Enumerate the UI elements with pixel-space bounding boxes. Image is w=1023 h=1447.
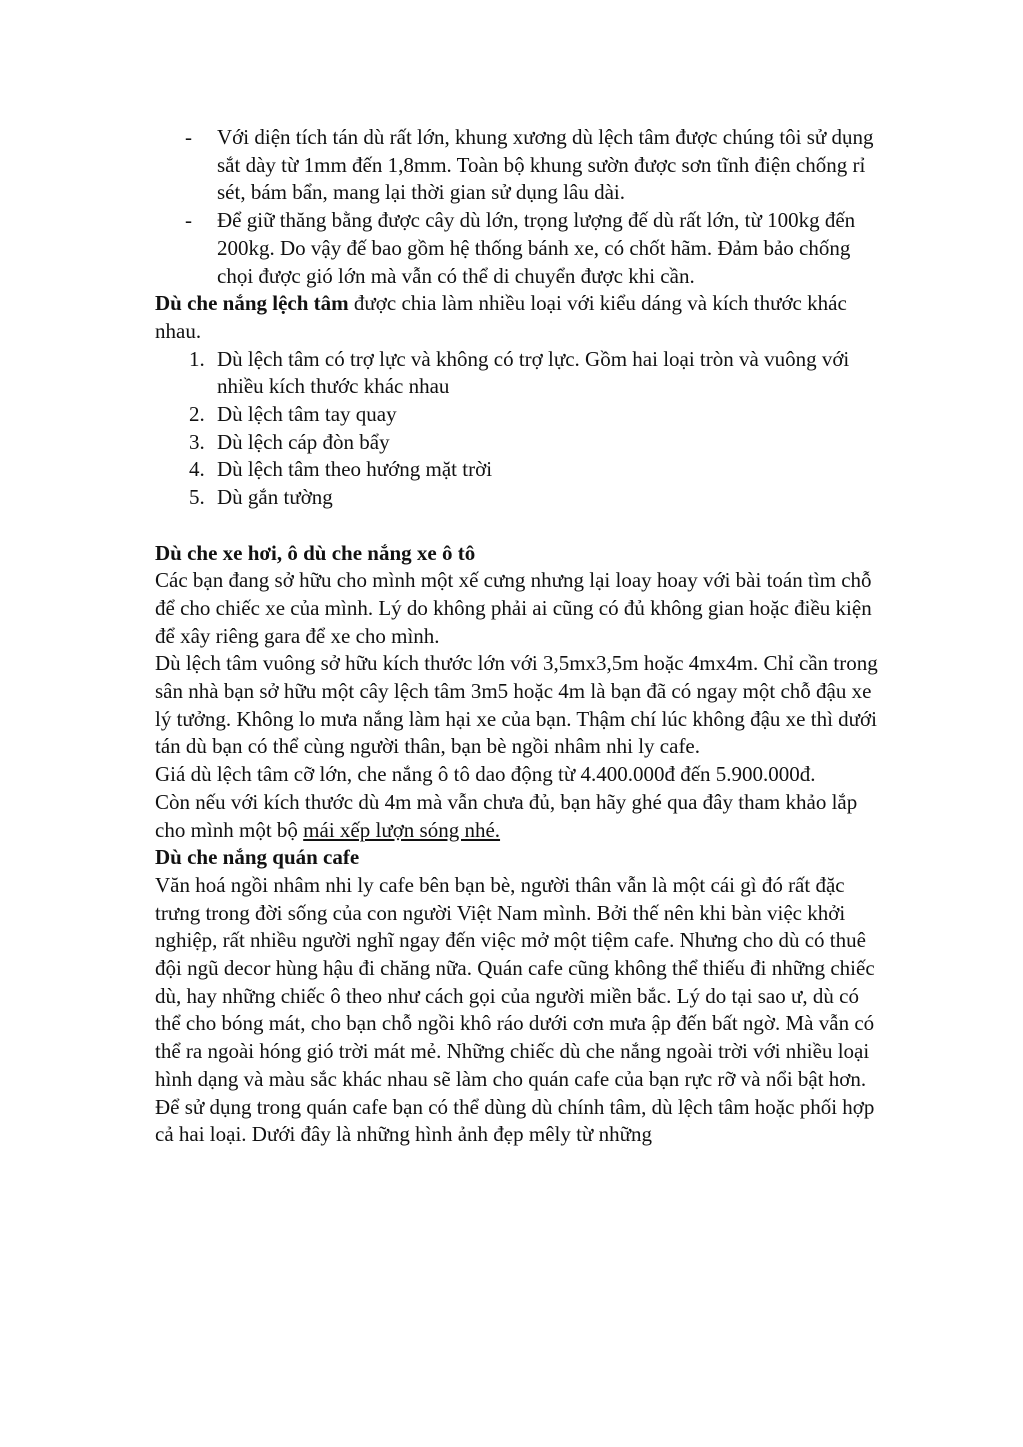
dash-marker: -	[185, 208, 192, 233]
numbered-item-text: Dù gắn tường	[217, 485, 333, 510]
number-marker: 5.	[189, 485, 205, 510]
dash-item-text: Với diện tích tán dù rất lớn, khung xương dù lệch tâm được chúng tôi sử dụng sắt dày từ 1mm đến 1,8mm. Toàn bộ khung sườn được sơn tĩnh điện chống rỉ sét, bám bẩn, mang lại thời gian sử dụng lâu dài.	[217, 125, 874, 205]
numbered-item-text: Dù lệch cáp đòn bẩy	[217, 429, 390, 454]
numbered-item-text: Dù lệch tâm tay quay	[217, 402, 397, 427]
numbered-list-item	[155, 456, 885, 484]
section-heading-cafe: Dù che nắng quán cafe	[155, 845, 360, 870]
car-paragraph-3: Giá dù lệch tâm cỡ lớn, che nắng ô tô dao động từ 4.400.000đ đến 5.900.000đ.	[155, 762, 816, 787]
numbered-list-item	[155, 346, 885, 401]
dash-marker: -	[185, 125, 192, 149]
dash-item-text: Để giữ thăng bằng được cây dù lớn, trọng lượng đế dù rất lớn, từ 100kg đến 200kg. Do vậy đế bao gồm hệ thống bánh xe, có chốt hãm. Đảm bảo chống chọi được gió lớn mà vẫn có thể di chuyển được khi cần.	[217, 208, 856, 288]
intro-bold-term: Dù che nắng lệch tâm	[155, 291, 349, 316]
car-paragraph-1: Các bạn đang sở hữu cho mình một xế cưng nhưng lại loay hoay với bài toán tìm chỗ để cho chiếc xe của mình. Lý do không phải ai cũng có đủ không gian hoặc điều kiện để xây riêng gara để xe cho mình.	[155, 568, 872, 648]
number-marker: 3.	[189, 429, 205, 454]
dash-list-item	[155, 207, 885, 290]
numbered-list-item	[155, 401, 885, 429]
numbered-list-item	[155, 484, 885, 512]
intro-rest-text: được chia làm nhiều loại với kiểu dáng và kích thước khác nhau.	[155, 291, 847, 343]
numbered-item-text: Dù lệch tâm có trợ lực và không có trợ lực. Gồm hai loại tròn và vuông với nhiều kích thước khác nhau	[217, 346, 850, 399]
number-marker: 4.	[189, 457, 205, 482]
roof-link[interactable]: mái xếp lượn sóng nhé.	[303, 817, 501, 842]
blank-line	[155, 512, 885, 540]
cafe-paragraph-1: Văn hoá ngồi nhâm nhi ly cafe bên bạn bè, người thân vẫn là một cái gì đó rất đặc trưng trong đời sống của con người Việt Nam mình. Bởi thế nên khi bàn việc khởi nghiệp, rất nhiều người nghĩ ngay đến việc mở một tiệm cafe. Nhưng cho dù có thuê đội ngũ decor hùng hậu đi chăng nữa. Quán cafe cũng không thể thiếu đi những chiếc dù, hay những chiếc ô theo như cách gọi của người miền bắc. Lý do tại sao ư, dù có thể cho bóng mát, cho bạn chỗ ngồi khô ráo dưới cơn mưa ập đến bất ngờ. Mà vẫn có thể ra ngoài hóng gió trời mát mẻ. Những chiếc dù che nắng ngoài trời với nhiều loại hình dạng và màu sắc khác nhau sẽ làm cho quán cafe của bạn rực rỡ và nổi bật hơn.	[155, 872, 875, 1091]
car-paragraph-2: Dù lệch tâm vuông sở hữu kích thước lớn với 3,5mx3,5m hoặc 4mx4m. Chỉ cần trong sân nhà bạn sở hữu một cây lệch tâm 3m5 hoặc 4m là bạn đã có ngay một chỗ đậu xe lý tưởng. Không lo mưa nắng làm hại xe của bạn. Thậm chí lúc không đậu xe thì dưới tán dù bạn có thể cùng người thân, bạn bè ngồi nhâm nhi ly cafe.	[155, 651, 878, 759]
cafe-paragraph-2: Để sử dụng trong quán cafe bạn có thể dùng dù chính tâm, dù lệch tâm hoặc phối hợp cả hai loại. Dưới đây là những hình ảnh đẹp mêly từ những	[155, 1094, 875, 1147]
car-paragraph-4	[155, 789, 885, 844]
intro-paragraph	[155, 290, 885, 345]
numbered-list-item	[155, 429, 885, 457]
numbered-item-text: Dù lệch tâm theo hướng mặt trời	[217, 457, 493, 482]
number-marker: 2.	[189, 402, 205, 427]
section-heading-car: Dù che xe hơi, ô dù che nắng xe ô tô	[155, 540, 476, 565]
dash-list-item	[155, 124, 885, 207]
document-page	[155, 124, 885, 1149]
car-paragraph-4-text: Còn nếu với kích thước dù 4m mà vẫn chưa đủ, bạn hãy ghé qua đây tham khảo lắp cho mình một bộ	[155, 789, 858, 842]
number-marker: 1.	[189, 346, 205, 371]
